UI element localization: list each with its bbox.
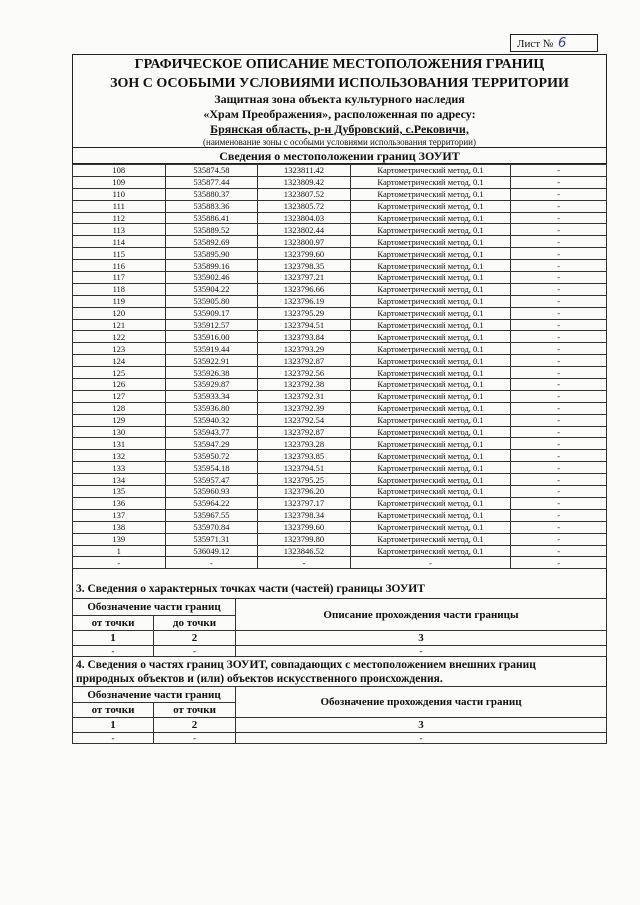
x-coordinate-cell: 535926.38 (165, 367, 258, 379)
method-cell: Картометрический метод, 0.1 (350, 462, 511, 474)
y-coordinate-cell: 1323792.87 (258, 426, 351, 438)
point-number-cell: 125 (73, 367, 166, 379)
method-cell: Картометрический метод, 0.1 (350, 355, 511, 367)
y-coordinate-cell: 1323846.52 (258, 545, 351, 557)
x-coordinate-cell: 535905.80 (165, 295, 258, 307)
section-3-num-1: 1 (73, 631, 154, 646)
y-coordinate-cell: 1323792.31 (258, 390, 351, 402)
method-cell: Картометрический метод, 0.1 (350, 509, 511, 521)
point-number-cell: 128 (73, 402, 166, 414)
point-number-cell: 120 (73, 307, 166, 319)
method-cell: Картометрический метод, 0.1 (350, 260, 511, 272)
description-cell: - (511, 509, 607, 521)
description-cell: - (511, 533, 607, 545)
x-coordinate-cell: 535899.16 (165, 260, 258, 272)
x-coordinate-cell: 535877.44 (165, 176, 258, 188)
point-number-cell: 133 (73, 462, 166, 474)
x-coordinate-cell: 535957.47 (165, 474, 258, 486)
y-coordinate-cell: - (258, 557, 351, 569)
section-3-cell-3: - (236, 646, 607, 657)
x-coordinate-cell: 535940.32 (165, 414, 258, 426)
y-coordinate-cell: 1323799.80 (258, 533, 351, 545)
coords-row (73, 486, 607, 498)
description-cell: - (511, 188, 607, 200)
description-cell: - (511, 402, 607, 414)
method-cell: Картометрический метод, 0.1 (350, 165, 511, 177)
method-cell: Картометрический метод, 0.1 (350, 402, 511, 414)
coords-row (73, 200, 607, 212)
section-4-cell-2: - (154, 733, 236, 744)
description-cell: - (511, 248, 607, 260)
coords-row (73, 462, 607, 474)
description-cell: - (511, 236, 607, 248)
description-cell: - (511, 557, 607, 569)
section-3-col-group: Обозначение части границ (73, 599, 236, 616)
section-4-cell-1: - (73, 733, 154, 744)
section-4-title (72, 658, 607, 686)
section-3-table (72, 598, 607, 657)
method-cell: Картометрический метод, 0.1 (350, 176, 511, 188)
section-4-num-3: 3 (236, 718, 607, 733)
coords-row (73, 474, 607, 486)
x-coordinate-cell: 535880.37 (165, 188, 258, 200)
x-coordinate-cell: 535971.31 (165, 533, 258, 545)
coords-row (73, 307, 607, 319)
point-number-cell: 123 (73, 343, 166, 355)
x-coordinate-cell: 535933.34 (165, 390, 258, 402)
coords-section-title: Сведения о местоположении границ ЗОУИТ (72, 147, 607, 164)
coords-row (73, 295, 607, 307)
point-number-cell: 113 (73, 224, 166, 236)
description-cell: - (511, 176, 607, 188)
y-coordinate-cell: 1323799.60 (258, 248, 351, 260)
point-number-cell: - (73, 557, 166, 569)
section-3-cell-2: - (154, 646, 236, 657)
point-number-cell: 138 (73, 521, 166, 533)
point-number-cell: 136 (73, 497, 166, 509)
x-coordinate-cell: - (165, 557, 258, 569)
section-3-desc-header: Описание прохождения части границы (236, 599, 607, 631)
description-cell: - (511, 200, 607, 212)
method-cell: Картометрический метод, 0.1 (350, 497, 511, 509)
x-coordinate-cell: 535889.52 (165, 224, 258, 236)
coords-row (73, 165, 607, 177)
y-coordinate-cell: 1323797.21 (258, 272, 351, 284)
coords-row (73, 497, 607, 509)
y-coordinate-cell: 1323793.28 (258, 438, 351, 450)
x-coordinate-cell: 535886.41 (165, 212, 258, 224)
y-coordinate-cell: 1323794.51 (258, 462, 351, 474)
x-coordinate-cell: 535895.90 (165, 248, 258, 260)
section-4-col-group: Обозначение части границ (73, 687, 236, 703)
section-3-to-header: до точки (154, 616, 236, 631)
method-cell: Картометрический метод, 0.1 (350, 307, 511, 319)
point-number-cell: 117 (73, 272, 166, 284)
description-cell: - (511, 438, 607, 450)
description-cell: - (511, 474, 607, 486)
point-number-cell: 124 (73, 355, 166, 367)
point-number-cell: 126 (73, 379, 166, 391)
method-cell: Картометрический метод, 0.1 (350, 367, 511, 379)
description-cell: - (511, 307, 607, 319)
point-number-cell: 131 (73, 438, 166, 450)
coords-row (73, 188, 607, 200)
point-number-cell: 137 (73, 509, 166, 521)
y-coordinate-cell: 1323811.42 (258, 165, 351, 177)
y-coordinate-cell: 1323792.87 (258, 355, 351, 367)
point-number-cell: 132 (73, 450, 166, 462)
y-coordinate-cell: 1323793.85 (258, 450, 351, 462)
coords-row (73, 367, 607, 379)
coords-row (73, 176, 607, 188)
coords-row (73, 521, 607, 533)
x-coordinate-cell: 535904.22 (165, 283, 258, 295)
method-cell: Картометрический метод, 0.1 (350, 272, 511, 284)
description-cell: - (511, 462, 607, 474)
section-3-title: 3. Сведения о характерных точках части (частей) границы ЗОУИТ (76, 583, 425, 595)
coords-row (73, 545, 607, 557)
point-number-cell: 127 (73, 390, 166, 402)
coords-row (73, 533, 607, 545)
method-cell: Картометрический метод, 0.1 (350, 224, 511, 236)
method-cell: Картометрический метод, 0.1 (350, 319, 511, 331)
y-coordinate-cell: 1323793.29 (258, 343, 351, 355)
point-number-cell: 122 (73, 331, 166, 343)
method-cell: Картометрический метод, 0.1 (350, 200, 511, 212)
point-number-cell: 111 (73, 200, 166, 212)
point-number-cell: 116 (73, 260, 166, 272)
description-cell: - (511, 295, 607, 307)
x-coordinate-cell: 535964.22 (165, 497, 258, 509)
point-number-cell: 108 (73, 165, 166, 177)
coords-row (73, 236, 607, 248)
point-number-cell: 139 (73, 533, 166, 545)
y-coordinate-cell: 1323794.51 (258, 319, 351, 331)
y-coordinate-cell: 1323792.39 (258, 402, 351, 414)
description-cell: - (511, 367, 607, 379)
coords-row (73, 331, 607, 343)
description-cell: - (511, 343, 607, 355)
y-coordinate-cell: 1323795.25 (258, 474, 351, 486)
section-3-from-header: от точки (73, 616, 154, 631)
sheet-number: 6 (558, 36, 567, 51)
point-number-cell: 121 (73, 319, 166, 331)
y-coordinate-cell: 1323800.97 (258, 236, 351, 248)
method-cell: Картометрический метод, 0.1 (350, 188, 511, 200)
description-cell: - (511, 379, 607, 391)
coords-row (73, 390, 607, 402)
point-number-cell: 114 (73, 236, 166, 248)
method-cell: Картометрический метод, 0.1 (350, 283, 511, 295)
description-cell: - (511, 497, 607, 509)
section-4-title-line-2: природных объектов и (или) объектов искусственного происхождения. (76, 673, 443, 685)
document-header (72, 54, 607, 148)
y-coordinate-cell: 1323796.19 (258, 295, 351, 307)
x-coordinate-cell: 535943.77 (165, 426, 258, 438)
x-coordinate-cell: 535922.91 (165, 355, 258, 367)
coords-row (73, 557, 607, 569)
x-coordinate-cell: 535902.46 (165, 272, 258, 284)
y-coordinate-cell: 1323797.17 (258, 497, 351, 509)
x-coordinate-cell: 535912.57 (165, 319, 258, 331)
coords-row (73, 355, 607, 367)
y-coordinate-cell: 1323792.38 (258, 379, 351, 391)
point-number-cell: 115 (73, 248, 166, 260)
method-cell: Картометрический метод, 0.1 (350, 295, 511, 307)
section-4-from-header: от точки (73, 703, 154, 718)
y-coordinate-cell: 1323807.52 (258, 188, 351, 200)
x-coordinate-cell: 535916.00 (165, 331, 258, 343)
point-number-cell: 134 (73, 474, 166, 486)
y-coordinate-cell: 1323792.54 (258, 414, 351, 426)
coords-row (73, 224, 607, 236)
description-cell: - (511, 331, 607, 343)
description-cell: - (511, 260, 607, 272)
coords-row (73, 450, 607, 462)
method-cell: Картометрический метод, 0.1 (350, 486, 511, 498)
section-3-cell-1: - (73, 646, 154, 657)
method-cell: Картометрический метод, 0.1 (350, 236, 511, 248)
coords-row (73, 212, 607, 224)
coords-row (73, 272, 607, 284)
coords-row (73, 343, 607, 355)
method-cell: Картометрический метод, 0.1 (350, 248, 511, 260)
description-cell: - (511, 224, 607, 236)
x-coordinate-cell: 535874.58 (165, 165, 258, 177)
point-number-cell: 130 (73, 426, 166, 438)
method-cell: Картометрический метод, 0.1 (350, 331, 511, 343)
method-cell: Картометрический метод, 0.1 (350, 343, 511, 355)
zone-line-2: «Храм Преображения», расположенная по адресу: (203, 107, 476, 121)
method-cell: Картометрический метод, 0.1 (350, 545, 511, 557)
x-coordinate-cell: 535947.29 (165, 438, 258, 450)
y-coordinate-cell: 1323799.60 (258, 521, 351, 533)
method-cell: Картометрический метод, 0.1 (350, 450, 511, 462)
coords-row (73, 509, 607, 521)
point-number-cell: 119 (73, 295, 166, 307)
sheet-number-box (510, 34, 598, 52)
description-cell: - (511, 390, 607, 402)
section-4-num-2: 2 (154, 718, 236, 733)
method-cell: Картометрический метод, 0.1 (350, 390, 511, 402)
sheet-label: Лист № (517, 38, 554, 50)
description-cell: - (511, 283, 607, 295)
zone-line-1: Защитная зона объекта культурного наследия (214, 92, 465, 106)
x-coordinate-cell: 535936.80 (165, 402, 258, 414)
description-cell: - (511, 414, 607, 426)
description-cell: - (511, 545, 607, 557)
y-coordinate-cell: 1323809.42 (258, 176, 351, 188)
point-number-cell: 135 (73, 486, 166, 498)
point-number-cell: 129 (73, 414, 166, 426)
x-coordinate-cell: 536049.12 (165, 545, 258, 557)
description-cell: - (511, 212, 607, 224)
y-coordinate-cell: 1323802.44 (258, 224, 351, 236)
y-coordinate-cell: 1323804.03 (258, 212, 351, 224)
method-cell: Картометрический метод, 0.1 (350, 438, 511, 450)
y-coordinate-cell: 1323798.34 (258, 509, 351, 521)
section-4-to-header: от точки (154, 703, 236, 718)
section-4-table (72, 686, 607, 744)
title-line-2: ЗОН С ОСОБЫМИ УСЛОВИЯМИ ИСПОЛЬЗОВАНИЯ ТЕРРИТОРИИ (110, 76, 569, 91)
section-4-title-line-1: 4. Сведения о частях границ ЗОУИТ, совпадающих с местоположением внешних границ (76, 659, 536, 671)
method-cell: Картометрический метод, 0.1 (350, 212, 511, 224)
method-cell: Картометрический метод, 0.1 (350, 414, 511, 426)
coords-row (73, 438, 607, 450)
y-coordinate-cell: 1323792.56 (258, 367, 351, 379)
coordinates-table (72, 164, 607, 569)
method-cell: Картометрический метод, 0.1 (350, 426, 511, 438)
coords-row (73, 319, 607, 331)
point-number-cell: 1 (73, 545, 166, 557)
point-number-cell: 110 (73, 188, 166, 200)
point-number-cell: 109 (73, 176, 166, 188)
x-coordinate-cell: 535929.87 (165, 379, 258, 391)
method-cell: Картометрический метод, 0.1 (350, 533, 511, 545)
description-cell: - (511, 450, 607, 462)
y-coordinate-cell: 1323793.84 (258, 331, 351, 343)
description-cell: - (511, 319, 607, 331)
description-cell: - (511, 486, 607, 498)
address: Брянская область, р-н Дубровский, с.Рековичи, (210, 122, 469, 136)
section-4-num-1: 1 (73, 718, 154, 733)
y-coordinate-cell: 1323805.72 (258, 200, 351, 212)
zone-caption: (наименование зоны с особыми условиями использования территории) (203, 137, 476, 147)
description-cell: - (511, 355, 607, 367)
coords-row (73, 379, 607, 391)
x-coordinate-cell: 535892.69 (165, 236, 258, 248)
section-3-num-2: 2 (154, 631, 236, 646)
x-coordinate-cell: 535967.55 (165, 509, 258, 521)
description-cell: - (511, 521, 607, 533)
method-cell: - (350, 557, 511, 569)
y-coordinate-cell: 1323795.29 (258, 307, 351, 319)
x-coordinate-cell: 535950.72 (165, 450, 258, 462)
description-cell: - (511, 426, 607, 438)
method-cell: Картометрический метод, 0.1 (350, 474, 511, 486)
section-4-cell-3: - (236, 733, 607, 744)
section-3-num-3: 3 (236, 631, 607, 646)
coords-row (73, 426, 607, 438)
coords-row (73, 402, 607, 414)
description-cell: - (511, 272, 607, 284)
section-4-desc-header: Обозначение прохождения части границ (236, 687, 607, 718)
description-cell: - (511, 165, 607, 177)
method-cell: Картометрический метод, 0.1 (350, 521, 511, 533)
y-coordinate-cell: 1323798.35 (258, 260, 351, 272)
coords-row (73, 260, 607, 272)
title-line-1: ГРАФИЧЕСКОЕ ОПИСАНИЕ МЕСТОПОЛОЖЕНИЯ ГРАНИЦ (134, 57, 545, 72)
coords-row (73, 248, 607, 260)
x-coordinate-cell: 535970.84 (165, 521, 258, 533)
x-coordinate-cell: 535919.44 (165, 343, 258, 355)
y-coordinate-cell: 1323796.20 (258, 486, 351, 498)
y-coordinate-cell: 1323796.66 (258, 283, 351, 295)
coords-row (73, 283, 607, 295)
x-coordinate-cell: 535883.36 (165, 200, 258, 212)
point-number-cell: 112 (73, 212, 166, 224)
x-coordinate-cell: 535954.18 (165, 462, 258, 474)
x-coordinate-cell: 535909.17 (165, 307, 258, 319)
method-cell: Картометрический метод, 0.1 (350, 379, 511, 391)
x-coordinate-cell: 535960.93 (165, 486, 258, 498)
coords-row (73, 414, 607, 426)
point-number-cell: 118 (73, 283, 166, 295)
